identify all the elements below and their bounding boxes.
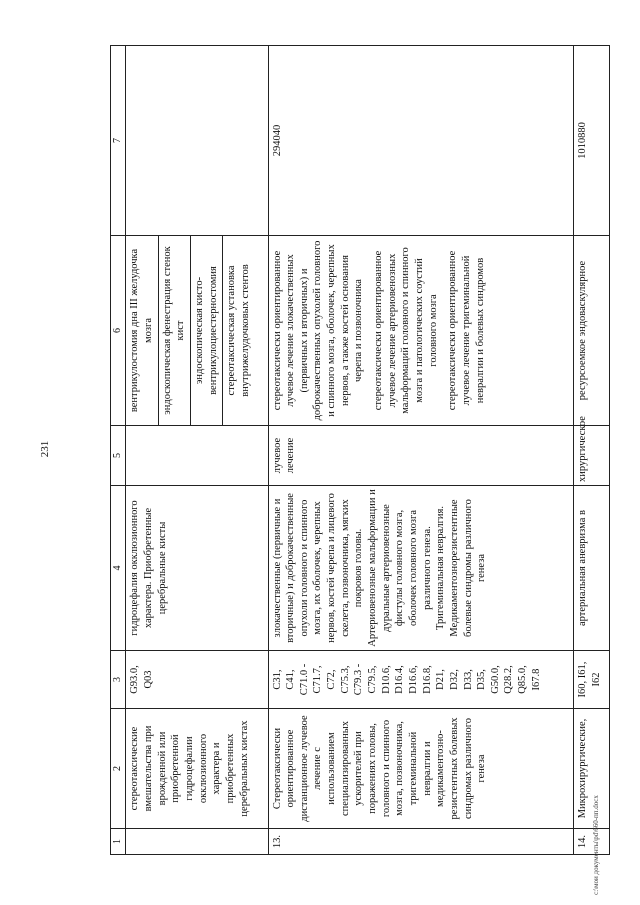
header-cell: 7: [111, 46, 126, 236]
icd-code: D35,: [476, 669, 488, 690]
icd-code: C79.3 -: [353, 663, 365, 696]
method-item: эндоскопическая фенестрация стенок кист: [158, 236, 190, 425]
method-item: ресурсоемкое эндоваскулярное: [577, 260, 589, 401]
header-cell: 6: [111, 236, 126, 426]
patient-model: гидроцефалия окклюзионного характера. Приобретенные церебральные кисты: [126, 486, 268, 651]
model-part: Артериовенозные мальформации и дуральные артериовенозные фистулы головного мозга, оболочек головного мозга различного генеза. Тригеминальная невралгия. Медикаментознорезистентные болевые синдромы различного генеза: [367, 489, 488, 647]
table-row: [574, 46, 610, 855]
table-header-row: [111, 46, 126, 855]
rotated-table-container: [110, 45, 610, 855]
icd-code: D10.6,: [380, 665, 392, 694]
icd-code: C71.7,: [312, 665, 324, 694]
row-number: [126, 829, 268, 855]
row-number: 14.: [574, 829, 610, 855]
method-item: стереотаксически ориентированное лучевое лечение артериовенозных мальформаций головного и спинного мозга и патологических соустий головного мозга: [373, 247, 439, 414]
treatment-methods: [126, 236, 268, 426]
page-number: 231: [39, 440, 51, 458]
icd-code: Q28.2,: [503, 665, 515, 694]
cost: 294040: [268, 46, 574, 236]
icd-code: C72,: [326, 669, 338, 690]
icd-codes: [574, 651, 610, 709]
icd-code: I67.8: [530, 668, 542, 691]
header-cell: 3: [111, 651, 126, 709]
header-cell: 4: [111, 486, 126, 651]
method-item: стереотаксическая установка внутрижелудочковых стентов: [222, 236, 254, 425]
model-part: злокачественные (первичные и вторичные) и доброкачественные опухоли головного и спинного мозга, их оболочек, черепных нервов, костей черепа и лицевого скелета, позвоночника, мягких покровов головы.: [271, 493, 365, 643]
service-name: Микрохирургические,: [574, 709, 610, 829]
cost: [126, 46, 268, 236]
medical-services-table: [110, 45, 610, 855]
method-item: стереотаксически ориентированное лучевое лечение злокачественных (первичных и вторичных) и доброкачественных опухолей головного и спинного мозга, оболочек, черепных нервов, а также костей основания черепа и позвоночника: [271, 240, 365, 421]
patient-model: артериальная аневризма в: [574, 486, 610, 651]
table-row: [268, 46, 574, 855]
treatment-type: [126, 426, 268, 486]
header-cell: 5: [111, 426, 126, 486]
icd-code: I60, I61, I62: [577, 661, 603, 698]
icd-code: D16.6,: [407, 665, 419, 694]
icd-code: C75.3,: [339, 665, 351, 694]
patient-model: [268, 486, 574, 651]
header-cell: 2: [111, 709, 126, 829]
icd-code: C71.0 -: [298, 663, 310, 696]
icd-code: D32,: [448, 669, 460, 690]
service-name: стереотаксические вмешательства при врожденной или приобретенной гидроцефалии окклюзионного характера и приобретенных церебральных кистах: [126, 709, 268, 829]
treatment-type: хирургическое: [574, 426, 610, 486]
icd-codes: [268, 651, 574, 709]
icd-code: C31,: [271, 669, 283, 690]
icd-code: D21,: [435, 669, 447, 690]
cost: 1010880: [574, 46, 610, 236]
treatment-methods: [268, 236, 574, 426]
icd-code: D16.8,: [421, 665, 433, 694]
treatment-type: лучевое лечение: [268, 426, 574, 486]
icd-code: C41,: [285, 669, 297, 690]
icd-codes: [126, 651, 268, 709]
header-cell: 1: [111, 829, 126, 855]
treatment-methods: [574, 236, 610, 426]
icd-code: Q85.0,: [517, 665, 529, 694]
icd-code: D16.4,: [394, 665, 406, 694]
method-item: стереотаксически ориентированное лучевое лечение тригеминальной невралгии и болевых синдромов: [447, 250, 486, 411]
method-item: вентрикулостомия дна III желудочка мозга: [129, 248, 155, 413]
icd-code: C79.5,: [367, 665, 379, 694]
table-row: [126, 46, 268, 855]
method-item: эндоскопическая кисто-вентрикулоциестерностомия: [190, 236, 222, 425]
service-name: Стереотаксически ориентированное дистанционное лучевое лечение с использованием специализированных ускорителей при поражениях головы, головного и спинного мозга, позвоночника, тригеминальной невралгии и медикаментознорезистентных болевых синдромах различного генеза: [268, 709, 574, 829]
row-number: 13.: [268, 829, 574, 855]
icd-code: Q03: [143, 670, 155, 689]
icd-code: G50.0,: [489, 665, 501, 694]
icd-code: D33,: [462, 669, 474, 690]
icd-code: G93.0,: [129, 665, 141, 694]
footer-file-path: c:\мои документы\pd\660-пп.docx: [592, 795, 600, 895]
